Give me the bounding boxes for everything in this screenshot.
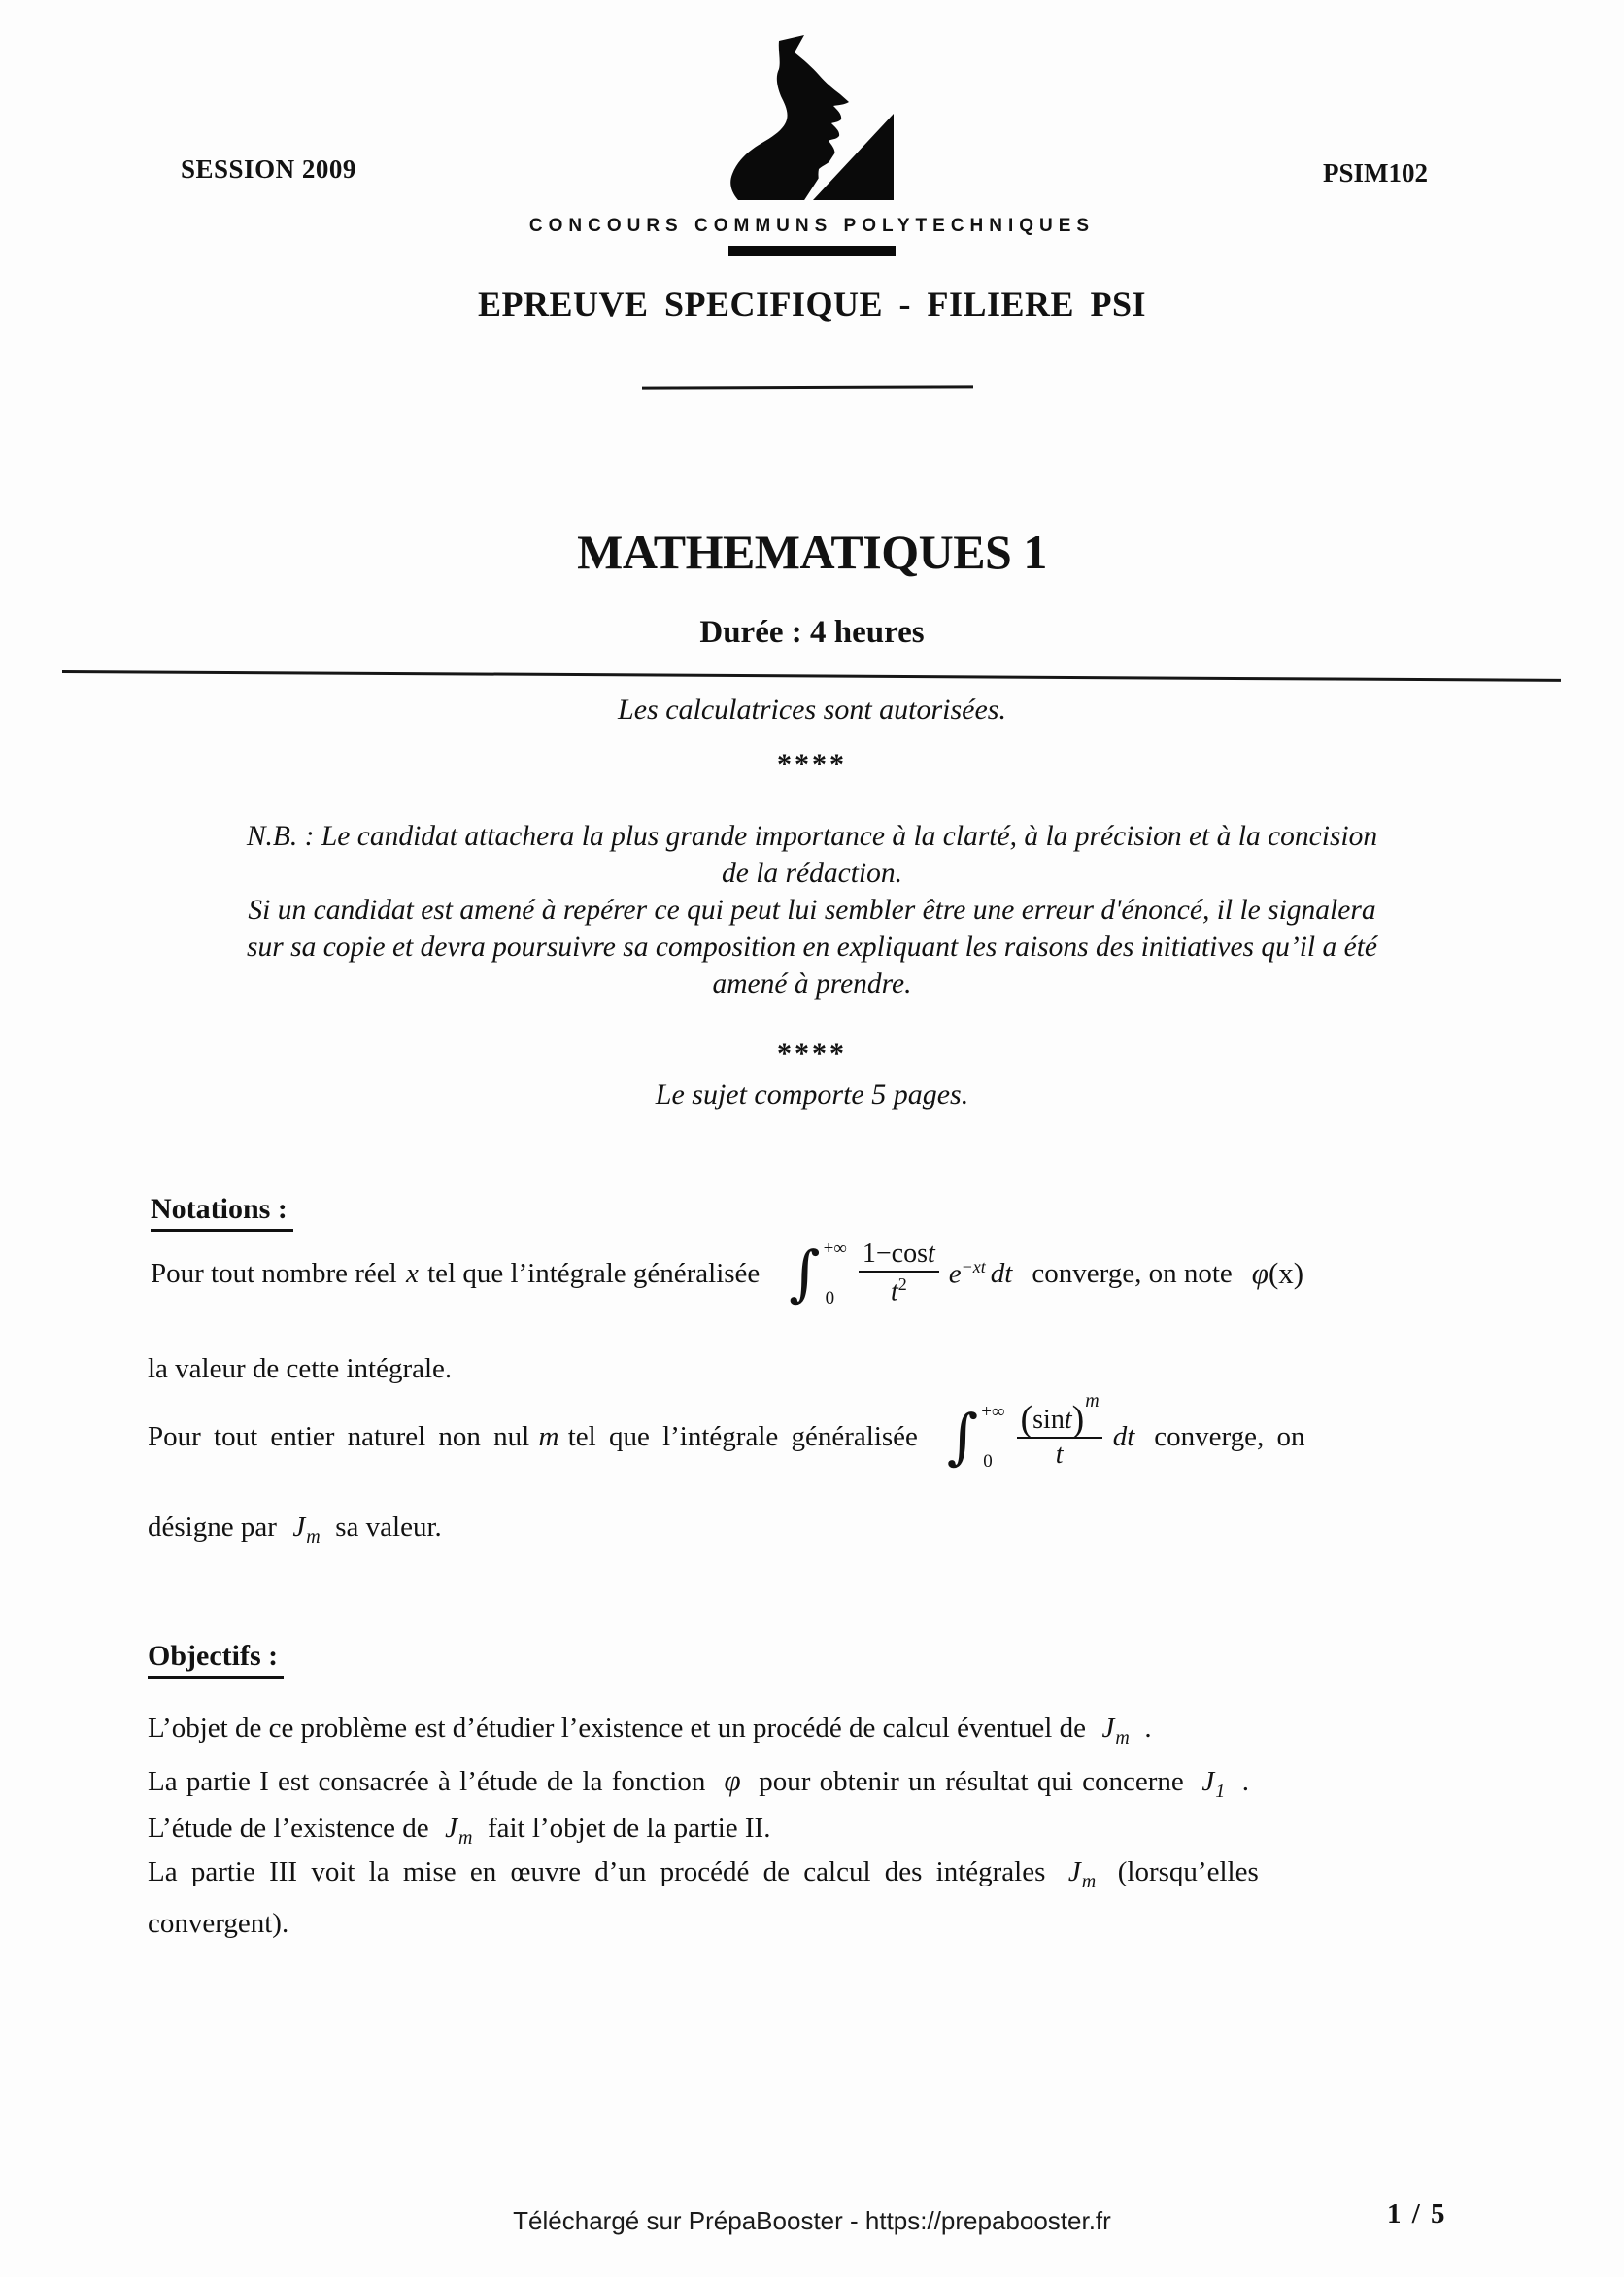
- lower-limit: 0: [983, 1451, 993, 1472]
- J-symbol: J: [1201, 1766, 1215, 1797]
- differential: dt: [990, 1257, 1013, 1289]
- numerator-var: t: [928, 1239, 935, 1270]
- fraction: [1017, 1389, 1102, 1471]
- horizontal-rule: [62, 670, 1561, 682]
- integral-icon: ∫: [946, 1400, 979, 1472]
- logo-caption: CONCOURS COMMUNS POLYTECHNIQUES: [528, 216, 1096, 236]
- download-attribution: Téléchargé sur PrépaBooster - https://prepabooster.fr: [513, 2206, 1111, 2235]
- paper-code: PSIM102: [1323, 158, 1428, 187]
- session-label: SESSION 2009: [181, 154, 356, 184]
- objectifs-heading-wrap: [148, 1640, 284, 1679]
- objectifs-line-4: La partie III voit la mise en œuvre d’un procédé de calcul des intégrales $J_m$ (lorsqu’elles: [148, 1856, 1259, 1892]
- J-subscript: m: [1081, 1871, 1097, 1892]
- text: converge, on: [1154, 1420, 1305, 1452]
- objectifs-line-5: convergent).: [148, 1908, 289, 1939]
- integral-icon: ∫: [789, 1237, 821, 1308]
- exam-type-heading: EPREUVE SPECIFIQUE - FILIERE PSI: [477, 285, 1147, 323]
- page-count-notice: Le sujet comporte 5 pages.: [655, 1078, 969, 1110]
- notations-paragraph-1-cont: la valeur de cette intégrale.: [148, 1353, 453, 1384]
- exponent: −xt: [961, 1256, 986, 1276]
- phi-symbol: φ: [724, 1763, 741, 1797]
- J-symbol: J: [1067, 1856, 1081, 1887]
- denominator-exponent: 2: [897, 1274, 907, 1295]
- objectifs-heading: Objectifs :: [148, 1640, 284, 1679]
- differential: dt: [1112, 1420, 1135, 1452]
- ccp-logo: [0, 35, 1624, 256]
- calculators-notice: Les calculatrices sont autorisées.: [618, 694, 1006, 726]
- J-symbol: J: [445, 1813, 457, 1844]
- sin-arg: t: [1064, 1404, 1072, 1435]
- notations-heading-wrap: [151, 1193, 293, 1232]
- notations-paragraph-1: [151, 1237, 1304, 1308]
- var-m: m: [538, 1420, 559, 1452]
- notations-paragraph-2: [148, 1389, 1305, 1472]
- short-divider: [642, 385, 973, 389]
- page-number: 1 / 5: [1387, 2198, 1447, 2229]
- lower-limit: 0: [825, 1288, 835, 1308]
- var-x: x: [405, 1257, 419, 1289]
- integral-sign-with-limits: [789, 1237, 847, 1308]
- integral-formula-2: [946, 1389, 1135, 1472]
- text: Pour tout nombre réel: [151, 1257, 397, 1289]
- text: tel que l’intégrale généralisée: [567, 1420, 918, 1452]
- upper-limit: +∞: [981, 1402, 1005, 1422]
- subject-title: MATHEMATIQUES 1: [577, 525, 1047, 579]
- exponential-term: $e^{-xt}$: [948, 1256, 986, 1290]
- left-paren: (: [1020, 1398, 1033, 1440]
- fraction: [859, 1240, 939, 1306]
- logo-bar: [728, 246, 896, 256]
- nb-notice-block: [117, 818, 1507, 1003]
- duration-line: Durée : 4 heures: [699, 615, 925, 650]
- J-subscript: m: [306, 1526, 321, 1547]
- J-symbol: J: [1101, 1713, 1115, 1744]
- text: Pour tout entier naturel non nul: [148, 1420, 530, 1452]
- notations-heading: Notations :: [151, 1193, 293, 1232]
- nb-line: N.B. : Le candidat attachera la plus grande importance à la clarté, à la précision et à la concision: [246, 821, 1378, 852]
- stars-separator-1: ****: [777, 748, 847, 780]
- integral-formula-1: [789, 1237, 1013, 1308]
- ccp-logo-mark: [728, 35, 896, 202]
- text: tel que l’intégrale généralisée: [427, 1257, 761, 1289]
- objectifs-line-1: L’objet de ce problème est d’étudier l’existence et un procédé de calcul éventuel de $J_m$ .: [148, 1713, 1152, 1749]
- sin-roman: sin: [1032, 1404, 1065, 1435]
- right-paren: ): [1071, 1398, 1085, 1440]
- objectifs-line-2: La partie I est consacrée à l’étude de la fonction φ pour obtenir un résultat qui concerne $J_1$ .: [148, 1763, 1249, 1802]
- phi-of-x: φ(x): [1251, 1256, 1304, 1290]
- denominator-var: t: [1055, 1440, 1064, 1471]
- nb-line: de la rédaction.: [722, 858, 902, 889]
- upper-limit: +∞: [823, 1239, 847, 1259]
- J-subscript: 1: [1215, 1781, 1226, 1802]
- text: converge, on note: [1032, 1257, 1233, 1289]
- nb-line: Si un candidat est amené à repérer ce qui peut lui sembler être une erreur d'énoncé, il le signalera: [248, 895, 1376, 926]
- numerator-roman: 1−cos: [862, 1239, 928, 1270]
- objectifs-line-3: L’étude de l’existence de $J_m$ fait l’objet de la partie II.: [148, 1813, 771, 1849]
- J-subscript: m: [1115, 1727, 1130, 1749]
- denominator-var: t: [890, 1276, 898, 1308]
- J-symbol: J: [292, 1512, 306, 1543]
- nb-line: amené à prendre.: [712, 969, 912, 1000]
- nb-line: sur sa copie et devra poursuivre sa composition en expliquant les raisons des initiatives qu’il a été: [247, 932, 1377, 963]
- power-m: m: [1085, 1389, 1100, 1411]
- notations-paragraph-2-cont: désigne par $J_m$ sa valeur.: [148, 1512, 442, 1547]
- integral-sign-with-limits: [946, 1400, 1005, 1472]
- J-subscript: m: [458, 1827, 473, 1849]
- stars-separator-2: ****: [777, 1037, 847, 1070]
